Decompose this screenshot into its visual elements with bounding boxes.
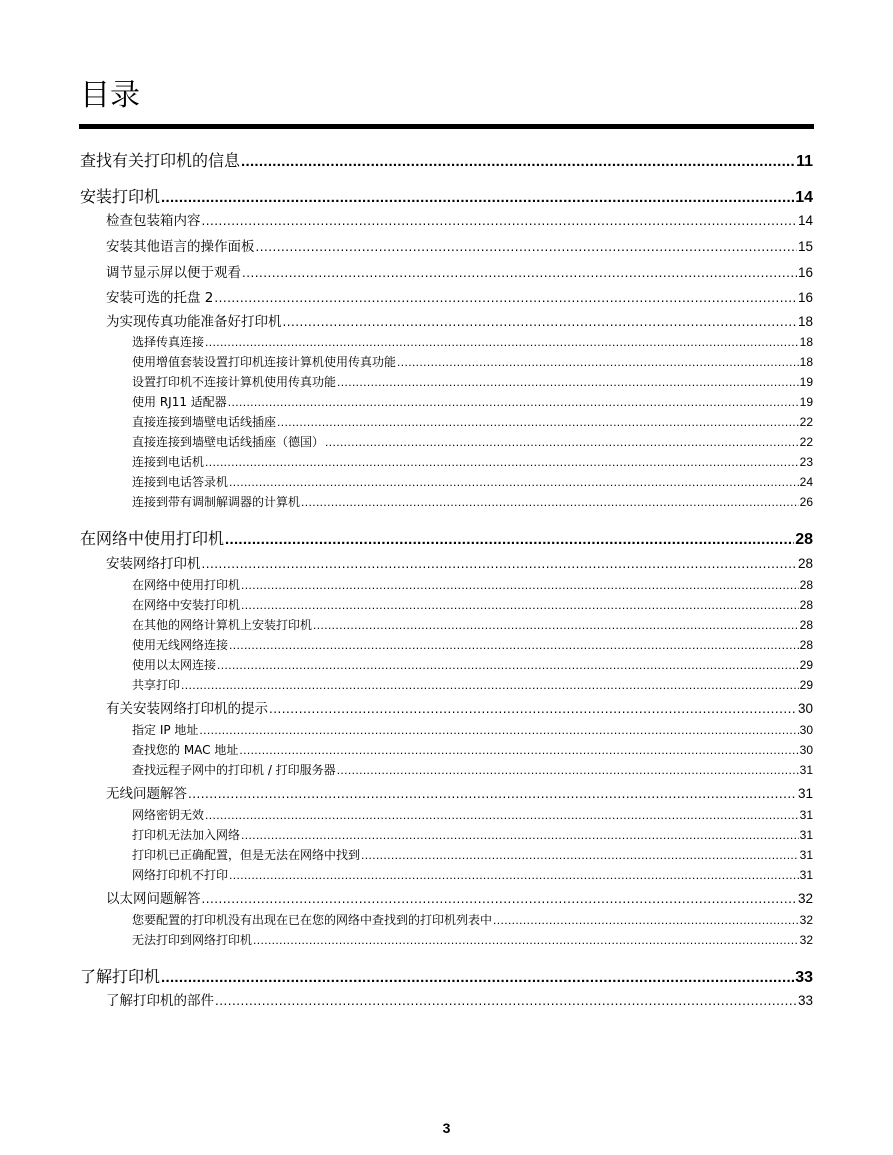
toc-entry-title: 共享打印	[132, 678, 181, 692]
toc-entry-page: 28	[797, 556, 813, 571]
toc-entry-level-2[interactable]	[106, 212, 813, 230]
toc-entry-page: 28	[795, 531, 813, 548]
toc-entry-level-3[interactable]	[132, 334, 813, 350]
toc-entry-title: 连接到电话机	[132, 455, 205, 469]
toc-entry-page: 18	[799, 355, 813, 369]
toc-entry-level-3[interactable]	[132, 742, 813, 758]
toc-entry-page: 14	[797, 213, 813, 228]
toc-entry-page: 31	[799, 868, 813, 882]
toc-entry-title: 连接到带有调制解调器的计算机	[132, 495, 301, 509]
toc-dot-leader	[225, 529, 794, 551]
toc-entry-level-3[interactable]	[132, 597, 813, 613]
toc-entry-title: 无法打印到网络打印机	[132, 933, 253, 947]
toc-entry-title: 安装其他语言的操作面板	[106, 239, 255, 255]
toc-entry-level-3[interactable]	[132, 847, 813, 863]
toc-entry-page: 33	[795, 969, 813, 986]
toc-dot-leader	[202, 212, 797, 230]
toc-dot-leader	[337, 374, 799, 390]
toc-entry-level-3[interactable]	[132, 827, 813, 843]
toc-entry-page: 19	[799, 395, 813, 409]
toc-entry-level-2[interactable]	[106, 890, 813, 908]
toc-dot-leader	[241, 577, 799, 593]
toc-dot-leader	[283, 313, 797, 331]
toc-dot-leader	[188, 785, 797, 803]
toc-entry-page: 31	[799, 828, 813, 842]
toc-entry-level-3[interactable]	[132, 912, 813, 928]
toc-entry-title: 打印机已正确配置，但是无法在网络中找到	[132, 848, 361, 862]
toc-entry-page: 29	[799, 658, 813, 672]
toc-entry-page: 11	[796, 153, 813, 170]
toc-entry-page: 33	[797, 993, 813, 1008]
toc-entry-title: 在其他的网络计算机上安装打印机	[132, 618, 313, 632]
toc-entry-level-3[interactable]	[132, 807, 813, 823]
toc-entry-page: 32	[799, 933, 813, 947]
toc-dot-leader	[205, 454, 799, 470]
toc-entry-page: 22	[799, 415, 813, 429]
toc-dot-leader	[181, 677, 799, 693]
toc-entry-title: 安装网络打印机	[106, 556, 201, 572]
toc-entry-level-2[interactable]	[106, 700, 813, 718]
toc-dot-leader	[161, 187, 794, 209]
toc-entry-title: 安装可选的托盘 2	[106, 290, 214, 306]
toc-entry-page: 24	[799, 475, 813, 489]
toc-dot-leader	[205, 807, 799, 823]
toc-entry-title: 指定 IP 地址	[132, 723, 199, 737]
toc-dot-leader	[241, 597, 799, 613]
toc-entry-page: 32	[799, 913, 813, 927]
toc-entry-level-2[interactable]	[106, 992, 813, 1010]
toc-entry-level-3[interactable]	[132, 617, 813, 633]
toc-entry-title: 安装打印机	[80, 187, 161, 206]
toc-entry-title: 了解打印机的部件	[106, 993, 214, 1009]
toc-dot-leader	[228, 394, 799, 410]
toc-entry-title: 了解打印机	[80, 967, 161, 986]
toc-entry-level-2[interactable]	[106, 264, 813, 282]
toc-entry-page: 31	[799, 848, 813, 862]
toc-entry-title: 使用无线网络连接	[132, 638, 229, 652]
toc-dot-leader	[239, 742, 798, 758]
toc-entry-page: 30	[799, 743, 813, 757]
toc-dot-leader	[256, 238, 797, 256]
toc-entry-page: 19	[799, 375, 813, 389]
toc-dot-leader	[229, 867, 799, 883]
toc-dot-leader	[337, 762, 799, 778]
toc-entry-title: 使用增值套装设置打印机连接计算机使用传真功能	[132, 355, 397, 369]
toc-entry-page: 28	[799, 598, 813, 612]
toc-entry-level-3[interactable]	[132, 434, 813, 450]
toc-dot-leader	[205, 334, 799, 350]
toc-dot-leader	[253, 932, 799, 948]
toc-dot-leader	[313, 617, 799, 633]
toc-entry-level-3[interactable]	[132, 722, 813, 738]
toc-entry-level-1[interactable]	[80, 966, 813, 989]
toc-entry-title: 检查包装箱内容	[106, 213, 201, 229]
toc-entry-title: 以太网问题解答	[106, 891, 201, 907]
toc-entry-page: 28	[799, 618, 813, 632]
toc-entry-title: 网络打印机不打印	[132, 868, 229, 882]
page-number: 3	[442, 1120, 451, 1136]
toc-entry-level-3[interactable]	[132, 677, 813, 693]
toc-entry-title: 有关安装网络打印机的提示	[106, 701, 268, 717]
toc-entry-page: 16	[797, 265, 813, 280]
toc-entry-level-3[interactable]	[132, 637, 813, 653]
toc-entry-level-2[interactable]	[106, 238, 813, 256]
toc-entry-level-3[interactable]	[132, 762, 813, 778]
toc-entry-level-3[interactable]	[132, 474, 813, 490]
toc-entry-level-3[interactable]	[132, 414, 813, 430]
toc-entry-title: 网络密钥无效	[132, 808, 205, 822]
toc-entry-title: 连接到电话答录机	[132, 475, 229, 489]
toc-entry-page: 16	[797, 290, 813, 305]
toc-entry-level-3[interactable]	[132, 394, 813, 410]
toc-dot-leader	[325, 434, 799, 450]
toc-entry-level-2[interactable]	[106, 555, 813, 573]
toc-entry-title: 选择传真连接	[132, 335, 205, 349]
toc-dot-leader	[242, 264, 797, 282]
toc-entry-title: 无线问题解答	[106, 786, 187, 802]
toc-entry-title: 在网络中安装打印机	[132, 598, 241, 612]
toc-entry-page: 29	[799, 678, 813, 692]
toc-dot-leader	[214, 289, 797, 307]
toc-dot-leader	[301, 494, 799, 510]
toc-entry-level-3[interactable]	[132, 577, 813, 593]
toc-entry-page: 31	[799, 763, 813, 777]
toc-entry-page: 18	[797, 314, 813, 329]
toc-dot-leader	[241, 827, 799, 843]
toc-dot-leader	[277, 414, 799, 430]
toc-entry-level-1[interactable]	[80, 186, 813, 209]
toc-entry-page: 30	[797, 701, 813, 716]
toc-dot-leader	[215, 992, 797, 1010]
toc-entry-page: 28	[799, 578, 813, 592]
toc-entry-title: 在网络中使用打印机	[132, 578, 241, 592]
toc-entry-page: 26	[799, 495, 813, 509]
toc-entry-title: 设置打印机不连接计算机使用传真功能	[132, 375, 337, 389]
toc-dot-leader	[493, 912, 799, 928]
toc-entry-page: 28	[799, 638, 813, 652]
toc-entry-title: 直接连接到墙壁电话线插座（德国）	[132, 435, 325, 449]
toc-dot-leader	[397, 354, 799, 370]
toc-entry-title: 您要配置的打印机没有出现在已在您的网络中查找到的打印机列表中	[132, 913, 493, 927]
toc-entry-level-2[interactable]	[106, 289, 813, 307]
toc-entry-page: 32	[797, 891, 813, 906]
toc-entry-page: 31	[797, 786, 813, 801]
toc-entry-title: 查找有关打印机的信息	[80, 151, 241, 170]
toc-dot-leader	[361, 847, 799, 863]
toc-dot-leader	[202, 890, 797, 908]
toc-entry-title: 为实现传真功能准备好打印机	[106, 314, 282, 330]
toc-entry-title: 查找远程子网中的打印机 / 打印服务器	[132, 763, 336, 777]
toc-entry-level-2[interactable]	[106, 313, 813, 331]
toc-entry-level-2[interactable]	[106, 785, 813, 803]
toc-entry-level-3[interactable]	[132, 657, 813, 673]
toc-entry-level-3[interactable]	[132, 454, 813, 470]
page-title: 目录	[80, 78, 140, 113]
toc-entry-level-3[interactable]	[132, 494, 813, 510]
toc-dot-leader	[241, 151, 795, 173]
toc-dot-leader	[202, 555, 797, 573]
toc-dot-leader	[229, 474, 799, 490]
toc-dot-leader	[161, 967, 794, 989]
toc-entry-level-1[interactable]	[80, 150, 813, 173]
toc-entry-title: 使用以太网连接	[132, 658, 217, 672]
toc-dot-leader	[217, 657, 799, 673]
toc-entry-page: 14	[795, 189, 813, 206]
toc-entry-page: 23	[799, 455, 813, 469]
toc-entry-title: 直接连接到墙壁电话线插座	[132, 415, 277, 429]
toc-entry-page: 31	[799, 808, 813, 822]
toc-dot-leader	[199, 722, 798, 738]
toc-entry-title: 查找您的 MAC 地址	[132, 743, 239, 757]
toc-entry-level-3[interactable]	[132, 932, 813, 948]
toc-entry-page: 22	[799, 435, 813, 449]
toc-entry-level-3[interactable]	[132, 374, 813, 390]
toc-entry-title: 调节显示屏以便于观看	[106, 265, 241, 281]
toc-entry-level-3[interactable]	[132, 867, 813, 883]
toc-entry-title: 打印机无法加入网络	[132, 828, 241, 842]
toc-entry-title: 使用 RJ11 适配器	[132, 395, 227, 409]
toc-dot-leader	[229, 637, 799, 653]
toc-entry-page: 15	[797, 239, 813, 254]
toc-entry-level-3[interactable]	[132, 354, 813, 370]
toc-dot-leader	[269, 700, 797, 718]
toc-entry-title: 在网络中使用打印机	[80, 529, 225, 548]
toc-entry-page: 30	[799, 723, 813, 737]
toc-entry-level-1[interactable]	[80, 528, 813, 551]
toc-entry-page: 18	[799, 335, 813, 349]
